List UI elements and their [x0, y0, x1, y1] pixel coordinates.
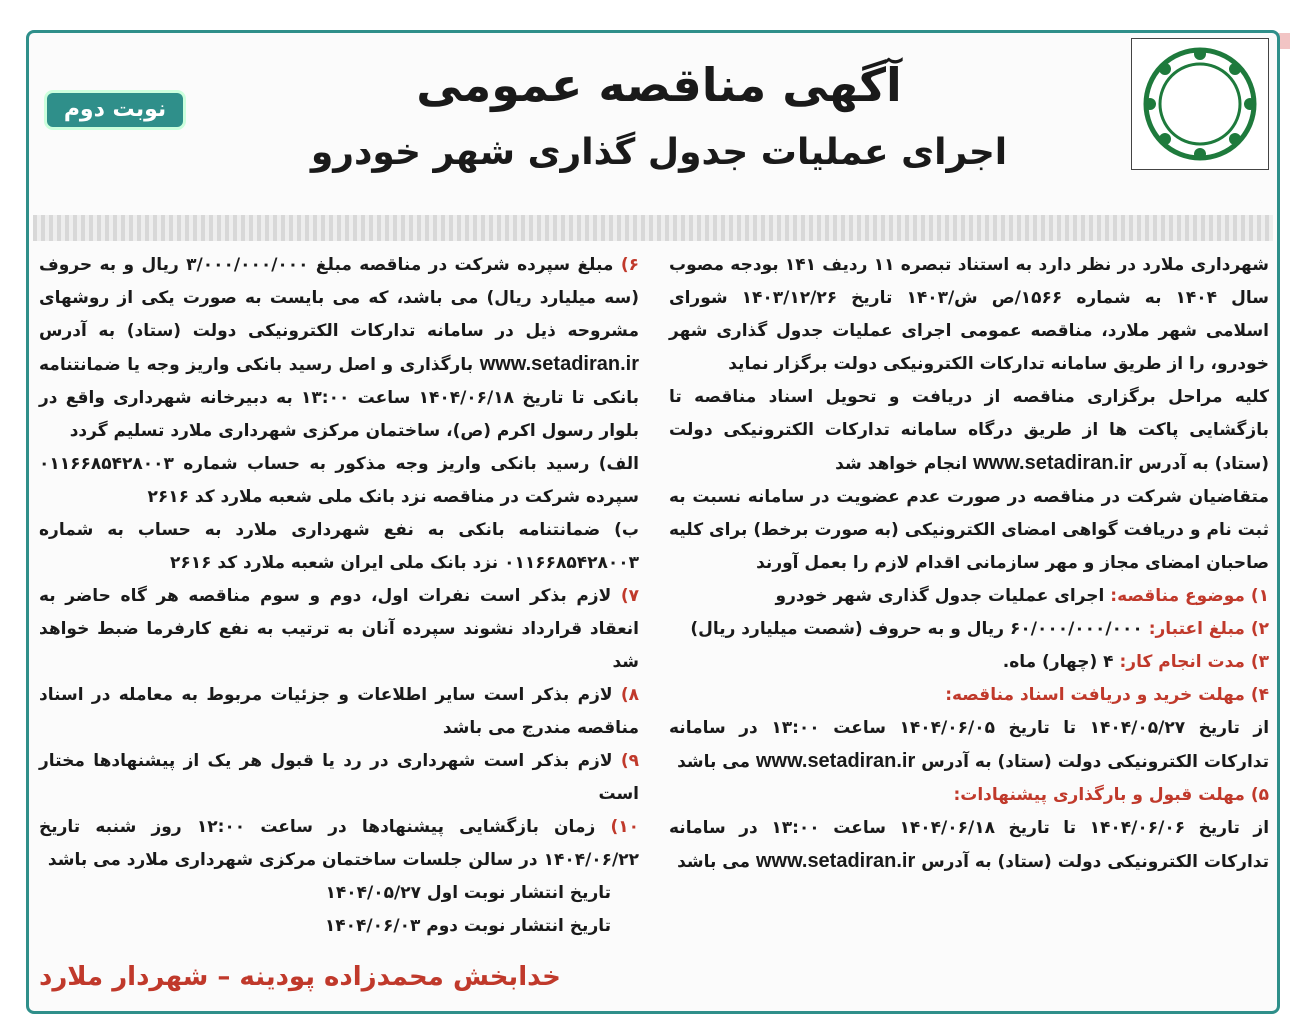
right-column — [669, 249, 1269, 997]
setadiran-link[interactable]: www.setadiran.ir — [755, 850, 916, 872]
item-4: ۴) مهلت خرید و دریافت اسناد مناقصه: از تاریخ ۱۴۰۴/۰۵/۲۷ تا تاریخ ۱۴۰۴/۰۶/۰۵ ساعت ۱۳:۰۰ در سامانه تدارکات الکترونیکی دولت (ستاد) به آدرس www.setadiran.ir می باشد — [669, 685, 1270, 772]
item-8: ۸) لازم بذکر است سایر اطلاعات و جزئیات مربوط به معامله در اسناد مناقصه مندرج می باشد — [39, 685, 640, 738]
setadiran-link[interactable]: www.setadiran.ir — [973, 452, 1133, 474]
notice-frame — [26, 30, 1280, 1014]
title-block — [209, 53, 1109, 181]
setadiran-link[interactable]: www.setadiran.ir — [755, 750, 916, 772]
stages-paragraph: کلیه مراحل برگزاری مناقصه از دریافت و تحویل اسناد مناقصه تا بازگشایی پاکت ها از طریق درگاه سامانه تدارکات الکترونیکی دولت (ستاد) به آدرس www.setadiran.ir انجام خواهد شد — [669, 387, 1269, 474]
item-2: ۲) مبلغ اعتبار: ۶۰/۰۰۰/۰۰۰/۰۰۰ ریال و به حروف (شصت میلیارد ریال) — [690, 619, 1269, 639]
page-title: آگهی مناقصه عمومی — [416, 58, 902, 112]
notice-header — [29, 33, 1277, 215]
item-7: ۷) لازم بذکر است نفرات اول، دوم و سوم مناقصه هر گاه حاضر به انعقاد قرارداد نشوند سپرده آنان به ترتیب به نفع کارفرما ضبط خواهد شد — [39, 586, 640, 672]
applicants-paragraph: متقاضیان شرکت در مناقصه در صورت عدم عضویت در سامانه نسبت به ثبت نام و دریافت گواهی امضای الکترونیکی (به صورت برخط) برای کلیه صاحبان امضای مجاز و مهر سازمانی اقدام لازم را بعمل آورند — [669, 487, 1269, 573]
item-9: ۹) لازم بذکر است شهرداری در رد یا قبول هر یک از پیشنهادها مختار است — [39, 751, 639, 804]
signature: خدابخش محمدزاده پودینه – شهردار ملارد — [39, 962, 561, 992]
item-6: ۶) مبلغ سپرده شرکت در مناقصه مبلغ ۳/۰۰۰/۰۰۰/۰۰۰ ریال و به حروف (سه میلیارد ریال) می باشد، که می بایست به صورت یکی از روشهای مشروحه ذیل در سامانه تدارکات الکترونیکی دولت (ستاد) به آدرس www.setadiran.ir بارگذاری و اصل رسید بانکی واریز وجه یا ضمانتنامه بانکی تا تاریخ ۱۴۰۴/۰۶/۱۸ ساعت ۱۳:۰۰ به دبیرخانه شهرداری واقع در بلوار رسول اکرم (ص)، ساختمان مرکزی شهرداری ملارد تسلیم گردد — [39, 255, 640, 441]
item-b: ب) ضمانتنامه بانکی به نفع شهرداری ملارد به حساب به شماره ۰۱۱۶۶۸۵۴۲۸۰۰۳ نزد بانک ملی ایران شعبه ملارد کد ۲۶۱۶ — [39, 520, 639, 573]
publish-date-2: تاریخ انتشار نوبت دوم ۱۴۰۴/۰۶/۰۳ — [324, 916, 611, 936]
divider-band — [33, 215, 1273, 241]
municipality-logo — [1131, 38, 1269, 170]
setadiran-link[interactable]: www.setadiran.ir — [479, 353, 639, 375]
left-column — [39, 249, 639, 997]
item-10: ۱۰) زمان بازگشایی پیشنهادها در ساعت ۱۲:۰۰ روز شنبه تاریخ ۱۴۰۴/۰۶/۲۲ در سالن جلسات ساختمان مرکزی شهرداری ملارد می باشد — [39, 817, 640, 870]
intro-paragraph: شهرداری ملارد در نظر دارد به استناد تبصره ۱۱ ردیف ۱۴۱ بودجه مصوب سال ۱۴۰۴ به شماره ۱۵۶۶/ص ش/۱۴۰۳ تاریخ ۱۴۰۳/۱۲/۲۶ شورای اسلامی شهر ملارد، مناقصه عمومی اجرای عملیات جدول گذاری شهر خودرو، را از طریق سامانه تدارکات الکترونیکی دولت برگزار نماید — [669, 255, 1270, 374]
page-subtitle: اجرای عملیات جدول گذاری شهر خودرو — [310, 132, 1008, 173]
logo-emblem-icon — [1140, 44, 1260, 164]
notice-body — [29, 241, 1277, 1011]
item-a: الف) رسید بانکی واریز وجه مذکور به حساب شماره ۰۱۱۶۶۸۵۴۲۸۰۰۳ سپرده شرکت در مناقصه نزد بانک ملی شعبه ملارد کد ۲۶۱۶ — [39, 454, 640, 507]
round-badge: نوبت دوم — [47, 93, 183, 127]
publish-date-1: تاریخ انتشار نوبت اول ۱۴۰۴/۰۵/۲۷ — [325, 883, 611, 903]
item-5: ۵) مهلت قبول و بارگذاری پیشنهادات: از تاریخ ۱۴۰۴/۰۶/۰۶ تا تاریخ ۱۴۰۴/۰۶/۱۸ ساعت ۱۳:۰۰ در سامانه تدارکات الکترونیکی دولت (ستاد) به آدرس www.setadiran.ir می باشد — [669, 785, 1270, 872]
item-3: ۳) مدت انجام کار: ۴ (چهار) ماه. — [1002, 652, 1269, 672]
item-1: ۱) موضوع مناقصه: اجرای عملیات جدول گذاری شهر خودرو — [775, 586, 1269, 606]
